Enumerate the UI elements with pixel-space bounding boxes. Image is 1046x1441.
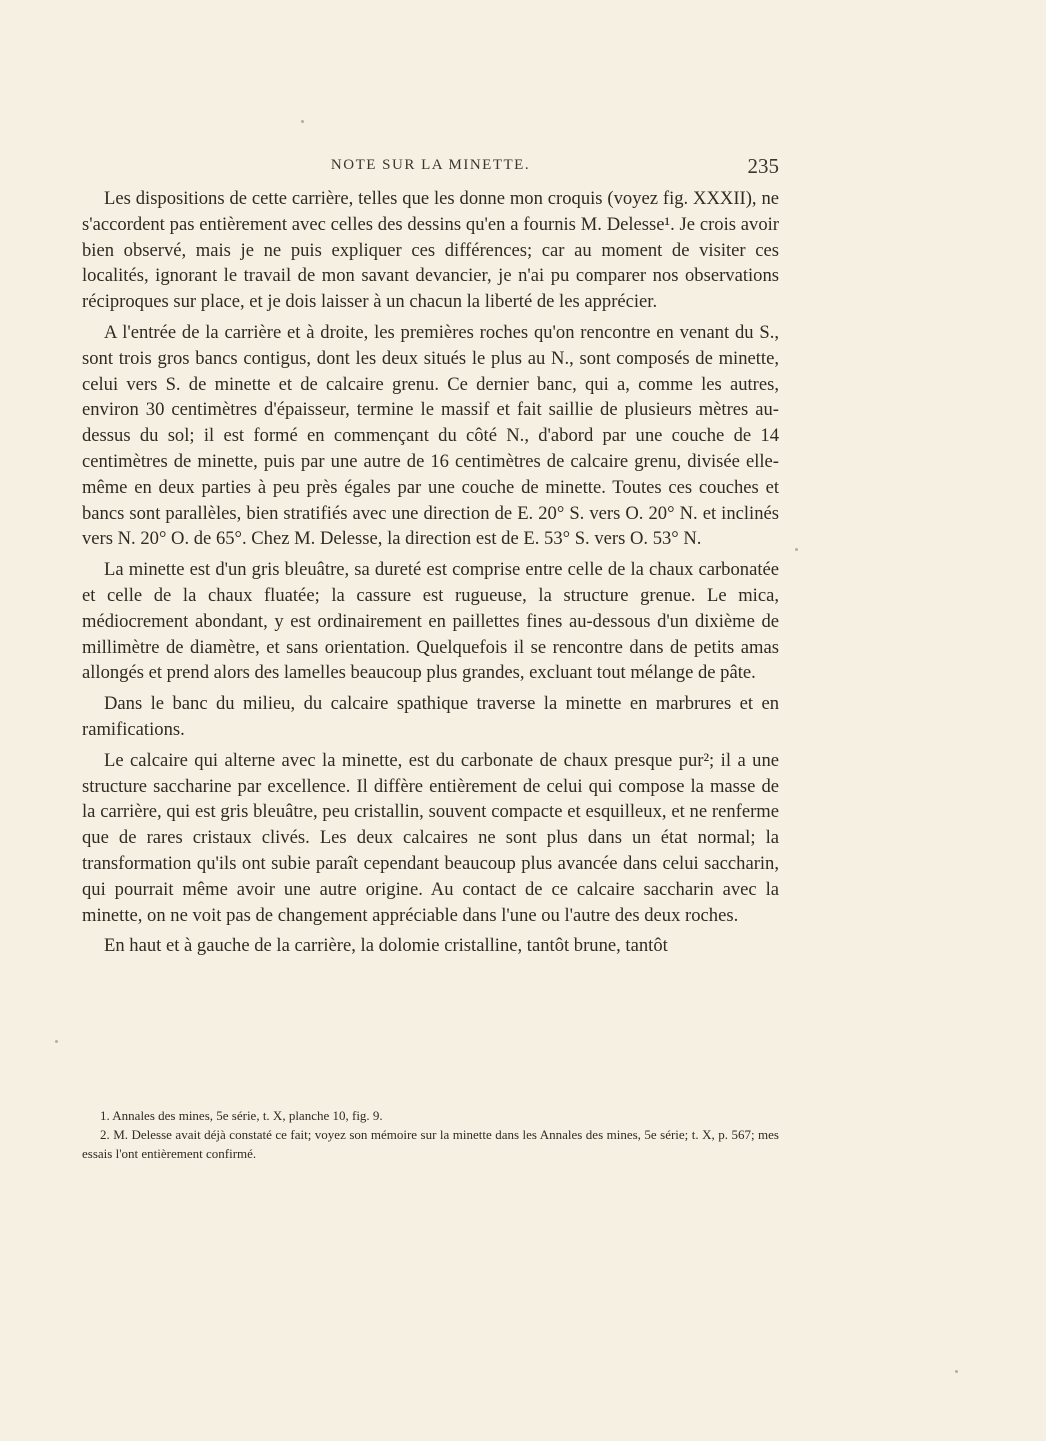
paper-speck [301, 120, 304, 123]
page-number: 235 [747, 154, 779, 178]
paragraph: A l'entrée de la carrière et à droite, les premières roches qu'on rencontre en venant du S., sont trois gros bancs contigus, dont les deux situés le plus au N., sont composés de minette, celui vers S. de minette et de calcaire grenu. Ce dernier banc, qui a, comme les autres, environ 30 centimètres d'épaisseur, termine le massif et fait saillie de plusieurs mètres au-dessus du sol; il est formé en commençant du côté N., d'abord par une couche de 14 centimètres de minette, puis par une autre de 16 centimètres de calcaire grenu, divisée elle-même en deux parties à peu près égales par une couche de minette. Toutes ces couches et bancs sont parallèles, bien stratifiés avec une direction de E. 20° S. vers O. 20° N. et inclinés vers N. 20° O. de 65°. Chez M. Delesse, la direction est de E. 53° S. vers O. 53° N. [82, 321, 779, 550]
paragraph: En haut et à gauche de la carrière, la dolomie cristalline, tantôt brune, tantôt [104, 935, 668, 957]
paper-speck [795, 548, 798, 551]
body-text [82, 186, 779, 964]
page-header [82, 154, 779, 181]
paragraph: Les dispositions de cette carrière, telles que les donne mon croquis (voyez fig. XXXII), ne s'accordent pas entièrement avec celles des dessins qu'en a fournis M. Delesse¹. Je crois avoir bien observé, mais je ne puis expliquer ces différences; car au moment de visiter ces localités, ignorant le travail de mon savant devancier, je n'ai pu comparer nos observations réciproques sur place, et je dois laisser à un chacun la liberté de les apprécier. [82, 188, 779, 313]
paragraph: La minette est d'un gris bleuâtre, sa dureté est comprise entre celle de la chaux carbonatée et celle de la chaux fluatée; la cassure est rugueuse, la structure grenue. Le mica, médiocrement abondant, y est ordinairement en paillettes fines au-dessous d'un dixième de millimètre de diamètre, et sans orientation. Quelquefois il se rencontre dans de petits amas allongés et prend alors des lamelles beaucoup plus grandes, excluant tout mélange de pâte. [82, 559, 779, 684]
paragraph: Le calcaire qui alterne avec la minette, est du carbonate de chaux presque pur²; il a une structure saccharine par excellence. Il diffère entièrement de celui qui compose la masse de la carrière, qui est gris bleuâtre, peu cristallin, souvent compacte et esquilleux, et ne renferme que de rares cristaux clivés. Les deux calcaires ne sont plus dans un état normal; la transformation qu'ils ont subie paraît cependant beaucoup plus avancée dans celui saccharin, qui pourrait même avoir une autre origine. Au contact de ce calcaire saccharin avec la minette, on ne voit pas de changement appréciable dans l'une ou l'autre des deux roches. [82, 749, 779, 926]
running-head: NOTE SUR LA MINETTE. [330, 157, 531, 173]
footnote: 2. M. Delesse avait déjà constaté ce fait; voyez son mémoire sur la minette dans les Annales des mines, 5e série; t. X, p. 567; mes essais l'ont entièrement confirmé. [82, 1127, 779, 1161]
paper-speck [955, 1370, 958, 1373]
paper-speck [55, 1040, 58, 1043]
footnotes [82, 1106, 779, 1163]
paragraph: Dans le banc du milieu, du calcaire spathique traverse la minette en marbrures et en ramifications. [82, 693, 779, 740]
footnote: 1. Annales des mines, 5e série, t. X, planche 10, fig. 9. [100, 1108, 383, 1123]
